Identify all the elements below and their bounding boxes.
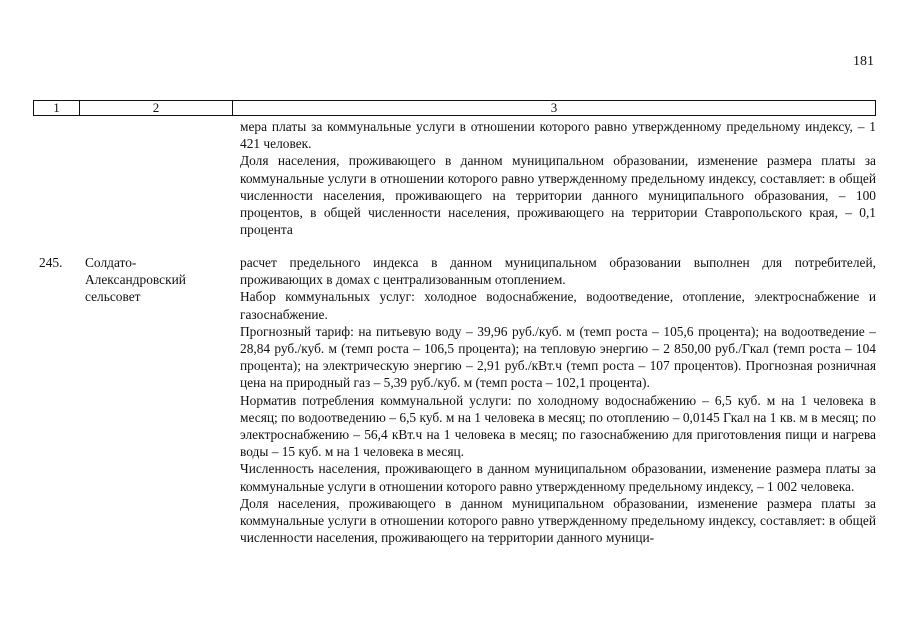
paragraph: расчет предельного индекса в данном муниципальном образовании выполнен для потребителей, проживающих в домах с централизованным отоплением. <box>240 255 876 288</box>
paragraph: Набор коммунальных услуг: холодное водоснабжение, водоотведение, отопление, электроснабжение и газоснабжение. <box>240 289 876 322</box>
column-header-2: 2 <box>80 101 233 115</box>
table-header-row <box>33 100 876 116</box>
entry-text <box>232 254 876 546</box>
continuation-block <box>33 118 876 238</box>
column-header-1: 1 <box>34 101 80 115</box>
continuation-text <box>232 118 876 238</box>
row-number: 245. <box>39 255 63 270</box>
paragraph: Доля населения, проживающего в данном муниципальном образовании, изменение размера платы за коммунальные услуги в отношении которого равно утвержденному предельному индексу, составляет: в общей численности населения, проживающего на территории данного муници- <box>240 495 876 546</box>
municipality-name: Солдато-Александровский сельсовет <box>85 255 186 305</box>
table-row-245 <box>33 254 876 546</box>
paragraph: мера платы за коммунальные услуги в отношении которого равно утвержденному предельному индексу, – 1 421 человек. <box>240 119 876 152</box>
paragraph: Численность населения, проживающего в данном муниципальном образовании, изменение размера платы за коммунальные услуги в отношении которого равно утвержденному предельному индексу, – 1 002 человека. <box>240 461 876 494</box>
page-number: 181 <box>853 54 874 69</box>
paragraph: Доля населения, проживающего в данном муниципальном образовании, изменение размера платы за коммунальные услуги в отношении которого равно утвержденному предельному индексу, составляет: в общей численности населения, проживающего на территории данного муниципального образования, – 100 процентов, в общей численности населения, проживающего на территории Ставропольского края, – 0,1 процента <box>240 153 876 238</box>
column-header-3: 3 <box>550 100 558 115</box>
paragraph: Прогнозный тариф: на питьевую воду – 39,96 руб./куб. м (темп роста – 105,6 процента); на водоотведение – 28,84 руб./куб. м (темп роста – 106,5 процента); на тепловую энергию – 2 850,00 руб./Гкал (темп роста – 104 процента); на электрическую энергию – 2,91 руб./кВт.ч (темп роста – 107 процентов). Прогнозная розничная цена на природный газ – 5,39 руб./куб. м (темп роста – 102,1 процента). <box>240 323 876 391</box>
paragraph: Норматив потребления коммунальной услуги: по холодному водоснабжению – 6,5 куб. м на 1 человека в месяц; по водоотведению – 6,5 куб. м на 1 человека в месяц; по отоплению – 0,0145 Гкал на 1 кв. м в месяц; по электроснабжению – 56,4 кВт.ч на 1 человека в месяц; по газоснабжению для приготовления пищи и нагрева воды – 15 куб. м на 1 человека в месяц. <box>240 392 876 460</box>
